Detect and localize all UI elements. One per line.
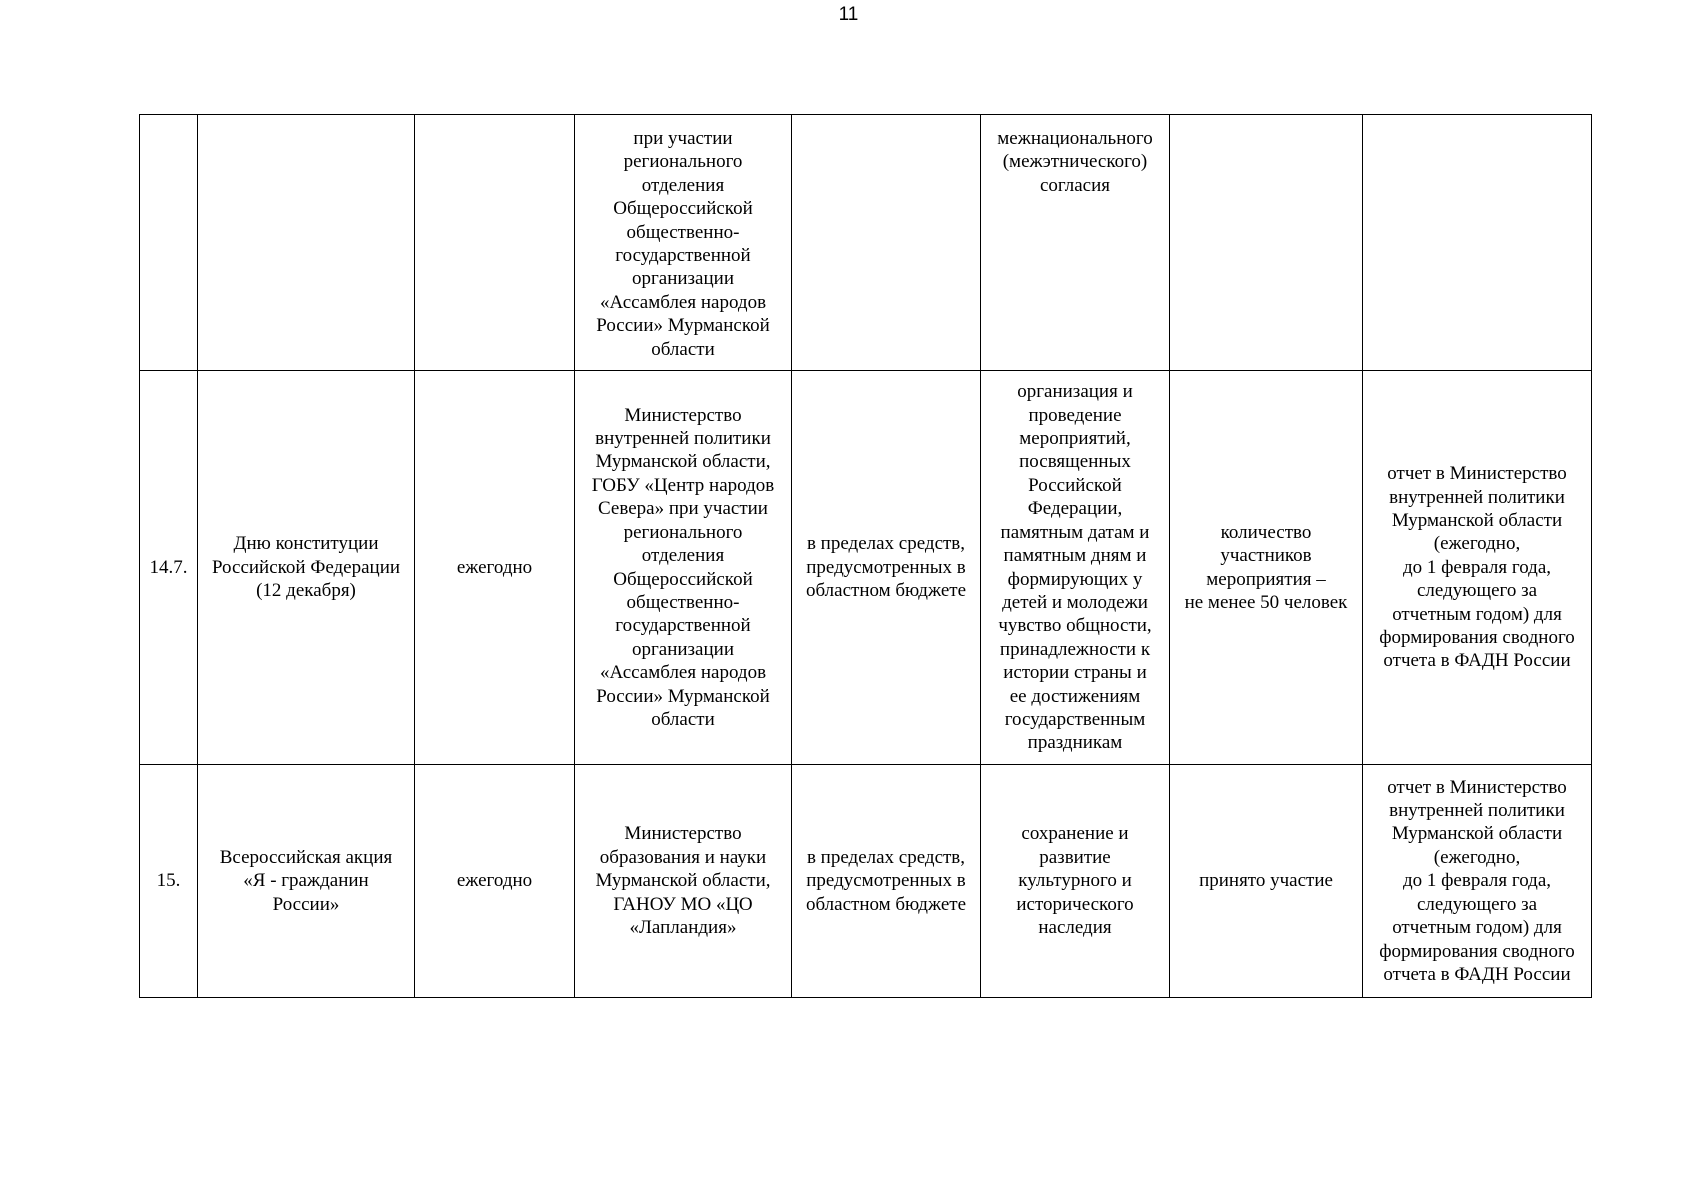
table-row bbox=[140, 765, 1592, 998]
cell-event bbox=[198, 115, 415, 371]
cell-period bbox=[415, 115, 575, 371]
cell-indicator: принято участие bbox=[1170, 765, 1363, 998]
cell-executors: Министерство внутренней политики Мурманской области, ГОБУ «Центр народов Севера» при участии регионального отделения Общероссийской общественно- государственной организации «Ассамблея народов России» Мурманской области bbox=[575, 371, 792, 765]
cell-event: Дню конституции Российской Федерации (12 декабря) bbox=[198, 371, 415, 765]
cell-number: 15. bbox=[140, 765, 198, 998]
cell-period: ежегодно bbox=[415, 765, 575, 998]
cell-goal: сохранение и развитие культурного и исторического наследия bbox=[981, 765, 1170, 998]
cell-funding: в пределах средств, предусмотренных в областном бюджете bbox=[792, 765, 981, 998]
cell-goal: межнационального (межэтнического) согласия bbox=[981, 115, 1170, 371]
table-row bbox=[140, 371, 1592, 765]
cell-reporting: отчет в Министерство внутренней политики Мурманской области (ежегодно, до 1 февраля года, следующего за отчетным годом) для формирования сводного отчета в ФАДН России bbox=[1363, 371, 1592, 765]
cell-event: Всероссийская акция «Я - гражданин России» bbox=[198, 765, 415, 998]
cell-indicator: количество участников мероприятия – не менее 50 человек bbox=[1170, 371, 1363, 765]
cell-goal: организация и проведение мероприятий, посвященных Российской Федерации, памятным датам и памятным дням и формирующих у детей и молодежи чувство общности, принадлежности к истории страны и ее достижениям государственным праздникам bbox=[981, 371, 1170, 765]
cell-period: ежегодно bbox=[415, 371, 575, 765]
table-row bbox=[140, 115, 1592, 371]
cell-funding: в пределах средств, предусмотренных в областном бюджете bbox=[792, 371, 981, 765]
cell-number bbox=[140, 115, 198, 371]
cell-indicator bbox=[1170, 115, 1363, 371]
cell-number: 14.7. bbox=[140, 371, 198, 765]
page-number: 11 bbox=[838, 4, 859, 25]
plan-table bbox=[139, 114, 1592, 998]
cell-reporting bbox=[1363, 115, 1592, 371]
cell-reporting: отчет в Министерство внутренней политики Мурманской области (ежегодно, до 1 февраля года, следующего за отчетным годом) для формирования сводного отчета в ФАДН России bbox=[1363, 765, 1592, 998]
cell-funding bbox=[792, 115, 981, 371]
cell-executors: при участии регионального отделения Общероссийской общественно- государственной организации «Ассамблея народов России» Мурманской области bbox=[575, 115, 792, 371]
cell-executors: Министерство образования и науки Мурманской области, ГАНОУ МО «ЦО «Лапландия» bbox=[575, 765, 792, 998]
